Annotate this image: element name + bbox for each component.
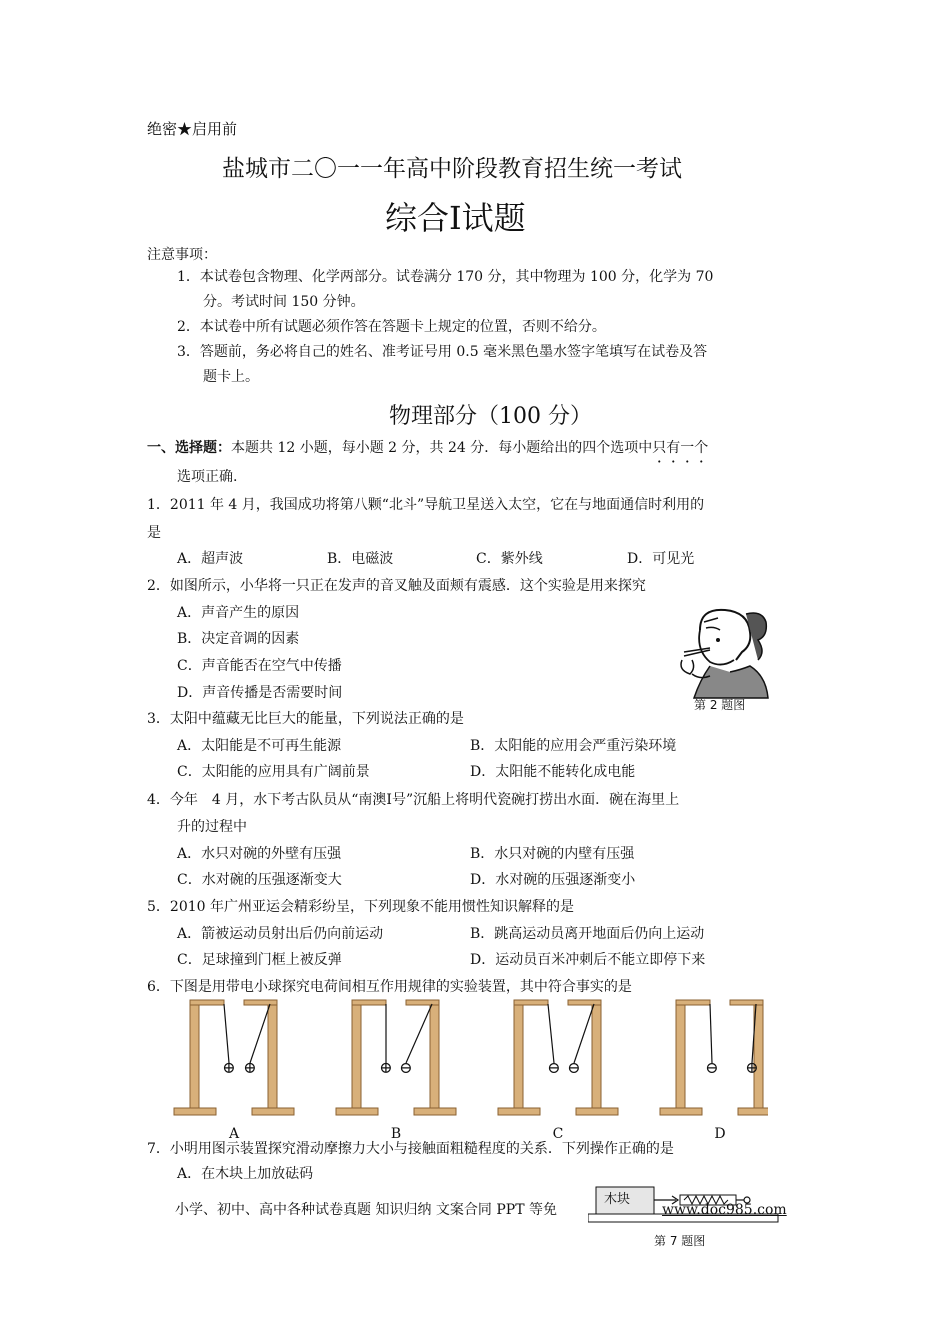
stand-arm <box>406 1000 439 1005</box>
q2-option-d: D．声音传播是否需要时间 <box>177 685 343 701</box>
charged-ball: ⊖ <box>547 1058 561 1077</box>
q4-option-a: A．水只对碗的外壁有压强 <box>177 846 342 862</box>
q7-stem: 7．小明用图示装置探究滑动摩擦力大小与接触面粗糙程度的关系．下列操作正确的是 <box>147 1141 674 1157</box>
q6-option-label: C <box>552 1126 564 1141</box>
q2-figure-caption: 第 2 题图 <box>694 698 746 712</box>
confidential-mark: 绝密★启用前 <box>147 120 238 138</box>
stand-base <box>660 1108 702 1115</box>
q5-option-c: C．足球撞到门框上被反弹 <box>177 952 342 968</box>
stand-base <box>336 1108 378 1115</box>
stand-post <box>514 1000 523 1108</box>
q2-option-a: A．声音产生的原因 <box>177 605 300 621</box>
q7-option-a: A．在木块上加放砝码 <box>177 1166 314 1182</box>
string <box>406 1004 432 1063</box>
stand-base <box>414 1108 456 1115</box>
stand-post <box>190 1000 199 1108</box>
q6-charged-balls-figure <box>168 996 768 1141</box>
q6-stem: 6．下图是用带电小球探究电荷间相互作用规律的实验装置，其中符合事实的是 <box>147 979 632 995</box>
q5-option-a: A．箭被运动员射出后仍向前运动 <box>177 926 384 942</box>
q2-option-c: C．声音能否在空气中传播 <box>177 658 342 674</box>
charged-ball: ⊖ <box>567 1058 581 1077</box>
stand-post <box>676 1000 685 1108</box>
physics-section-title: 物理部分（100 分） <box>389 404 592 429</box>
q1-option-a: A．超声波 <box>177 551 244 567</box>
q4-option-c: C．水对碗的压强逐渐变大 <box>177 872 342 888</box>
charged-ball: ⊖ <box>399 1058 413 1077</box>
q3-option-b: B．太阳能的应用会严重污染环境 <box>470 738 677 754</box>
string <box>250 1004 270 1063</box>
q6-option-label: A <box>228 1126 240 1141</box>
string <box>574 1004 594 1063</box>
q1-stem-cont: 是 <box>147 525 161 541</box>
emphasis-char: 个 <box>694 440 709 456</box>
girl-tuning-fork-figure <box>670 600 770 700</box>
q4-stem: 4．今年 4 月，水下考古队员从“南澳Ⅰ号”沉船上将明代瓷碗打捞出水面．碗在海里上 <box>147 792 680 808</box>
stand-base <box>498 1108 540 1115</box>
stand-post <box>352 1000 361 1108</box>
stand-base <box>576 1108 618 1115</box>
charged-ball: ⊕ <box>243 1058 257 1077</box>
charged-ball: ⊕ <box>745 1058 759 1077</box>
q2-stem: 2．如图所示，小华将一只正在发声的音叉触及面颊有震感．这个实验是用来探究 <box>147 578 646 594</box>
emphasis-char: 只 <box>652 440 667 456</box>
stand-post <box>430 1000 439 1108</box>
stand-arm <box>190 1000 224 1005</box>
part1-intro <box>147 437 708 457</box>
q7-figure-caption: 第 7 题图 <box>654 1234 706 1248</box>
exam-title: 盐城市二〇一一年高中阶段教育招生统一考试 <box>222 156 682 182</box>
charged-ball: ⊕ <box>379 1058 393 1077</box>
stand-arm <box>244 1000 277 1005</box>
q5-option-d: D．运动员百米冲刺后不能立即停下来 <box>470 952 706 968</box>
note-1-line-1: 1．本试卷包含物理、化学两部分。试卷满分 170 分，其中物理为 100 分，化学为 70 <box>177 269 714 285</box>
q1-option-d: D．可见光 <box>627 551 695 567</box>
q2-option-b: B．决定音调的因素 <box>177 631 300 647</box>
stand-arm <box>568 1000 601 1005</box>
charged-ball: ⊕ <box>222 1058 236 1077</box>
q4-stem-cont: 升的过程中 <box>177 819 247 835</box>
q4-option-d: D．水对碗的压强逐渐变小 <box>470 872 636 888</box>
note-3-line-1: 3．答题前，务必将自己的姓名、准考证号用 0.5 毫米黑色墨水签字笔填写在试卷及答 <box>177 344 708 360</box>
part1-emphasis <box>652 440 708 456</box>
stand-post <box>592 1000 601 1108</box>
footer-text: 小学、初中、高中各种试卷真题 知识归纳 文案合同 PPT 等免 <box>175 1202 557 1218</box>
emphasis-char: 一 <box>680 440 695 456</box>
q1-option-b: B．电磁波 <box>327 551 394 567</box>
stand-base <box>174 1108 216 1115</box>
q3-stem: 3．太阳中蕴藏无比巨大的能量，下列说法正确的是 <box>147 711 464 727</box>
exam-subtitle: 综合Ⅰ试题 <box>385 199 526 237</box>
emphasis-char: 有 <box>666 440 681 456</box>
stand-base <box>738 1108 768 1115</box>
part1-intro-cont: 选项正确. <box>177 469 238 485</box>
q1-option-c: C．紫外线 <box>476 551 543 567</box>
charged-ball: ⊖ <box>705 1058 719 1077</box>
q5-stem: 5．2010 年广州亚运会精彩纷呈，下列现象不能用惯性知识解释的是 <box>147 899 574 915</box>
stand-arm <box>514 1000 548 1005</box>
string <box>224 1004 229 1063</box>
part1-text: 本题共 12 小题，每小题 2 分，共 24 分．每小题给出的四个选项中 <box>231 440 653 456</box>
stand-arm <box>676 1000 710 1005</box>
stand-arm <box>352 1000 386 1005</box>
notes-heading: 注意事项： <box>147 247 217 263</box>
string <box>548 1004 554 1063</box>
stand-base <box>252 1108 294 1115</box>
q6-option-label: B <box>390 1126 402 1141</box>
q3-option-c: C．太阳能的应用具有广阔前景 <box>177 764 370 780</box>
q3-option-d: D．太阳能不能转化成电能 <box>470 764 636 780</box>
q6-option-label: D <box>714 1126 726 1141</box>
q1-stem: 1．2011 年 4 月，我国成功将第八颗“北斗”导航卫星送入太空，它在与地面通信时利用的 <box>147 497 705 513</box>
q4-option-b: B．水只对碗的内壁有压强 <box>470 846 635 862</box>
string <box>710 1004 712 1063</box>
q3-option-a: A．太阳能是不可再生能源 <box>177 738 342 754</box>
part1-label: 一、选择题： <box>147 440 231 456</box>
note-3-line-2: 题卡上。 <box>203 369 259 385</box>
q7-block-label: 木块 <box>604 1192 631 1207</box>
footer-url-link[interactable]: www.doc985.com <box>662 1202 787 1218</box>
stand-arm <box>730 1000 763 1005</box>
note-1-line-2: 分。考试时间 150 分钟。 <box>203 294 365 310</box>
q5-option-b: B．跳高运动员离开地面后仍向上运动 <box>470 926 705 942</box>
stand-post <box>268 1000 277 1108</box>
note-2: 2．本试卷中所有试题必须作答在答题卡上规定的位置，否则不给分。 <box>177 319 606 335</box>
